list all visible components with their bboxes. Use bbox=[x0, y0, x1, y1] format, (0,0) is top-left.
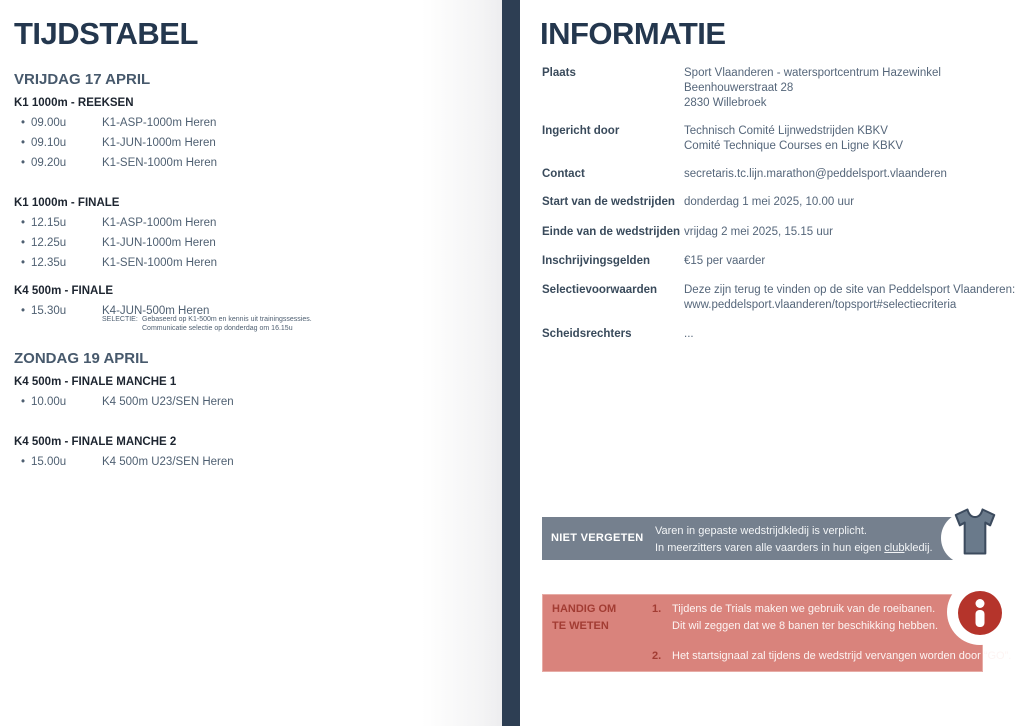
info-value-line: 2830 Willebroek bbox=[684, 97, 767, 109]
row-time: 09.20u bbox=[31, 157, 67, 169]
info-label: Plaats bbox=[542, 67, 576, 79]
row-time: 12.25u bbox=[31, 237, 67, 249]
row-label: K1-ASP-1000m Heren bbox=[102, 217, 217, 229]
row-time: 09.00u bbox=[31, 117, 67, 129]
item-number: 1. bbox=[652, 603, 662, 615]
info-label: Scheidsrechters bbox=[542, 328, 632, 340]
info-value-line: donderdag 1 mei 2025, 10.00 uur bbox=[684, 196, 855, 208]
row-label: K1-JUN-1000m Heren bbox=[102, 237, 216, 249]
selection-note-text bbox=[142, 316, 382, 333]
info-value-line: Comité Technique Courses en Ligne KBKV bbox=[684, 140, 904, 152]
row-time: 15.00u bbox=[31, 456, 67, 468]
schedule-row bbox=[14, 136, 492, 156]
event-title: K4 500m - FINALE MANCHE 2 bbox=[14, 436, 177, 448]
info-value-line: Sport Vlaanderen - watersportcentrum Hazewinkel bbox=[684, 67, 941, 79]
right-page bbox=[520, 0, 1024, 726]
info-value-line: ... bbox=[684, 328, 694, 340]
info-value bbox=[684, 254, 1024, 269]
info-label: Contact bbox=[542, 168, 585, 180]
info-value bbox=[684, 167, 1024, 182]
bullet-icon: • bbox=[21, 237, 26, 249]
row-label: K1-SEN-1000m Heren bbox=[102, 257, 218, 269]
row-time: 12.35u bbox=[31, 257, 67, 269]
schedule-row bbox=[14, 455, 492, 475]
info-value bbox=[684, 195, 1024, 210]
selection-criteria-url: www.peddelsport.vlaanderen/topsport#selectiecriteria bbox=[684, 299, 957, 311]
event-title: K1 1000m - REEKSEN bbox=[14, 97, 134, 109]
bullet-icon: • bbox=[21, 137, 26, 149]
page-divider-bar bbox=[502, 0, 520, 726]
bullet-icon: • bbox=[21, 396, 26, 408]
schedule-row bbox=[14, 156, 492, 176]
not-forget-callout bbox=[542, 517, 957, 560]
row-label: K1-JUN-1000m Heren bbox=[102, 137, 216, 149]
left-page bbox=[0, 0, 502, 726]
tshirt-icon bbox=[953, 505, 997, 558]
info-value-line: €15 per vaarder bbox=[684, 255, 766, 267]
schedule-row bbox=[14, 116, 492, 136]
info-label: Start van de wedstrijden bbox=[542, 196, 675, 208]
event-title: K4 500m - FINALE bbox=[14, 285, 114, 297]
day-heading: VRIJDAG 17 APRIL bbox=[14, 71, 151, 88]
club-underlined-word: club bbox=[884, 542, 905, 554]
contact-email: secretaris.tc.lijn.marathon@peddelsport.vlaanderen bbox=[684, 168, 947, 180]
info-label: Einde van de wedstrijden bbox=[542, 226, 681, 238]
day-section-sunday bbox=[14, 349, 492, 475]
bullet-icon: • bbox=[21, 117, 26, 129]
info-value bbox=[684, 225, 1024, 240]
bullet-icon: • bbox=[21, 305, 26, 317]
row-label: K4 500m U23/SEN Heren bbox=[102, 396, 234, 408]
not-forget-label: NIET VERGETEN bbox=[551, 532, 644, 544]
handy-callout bbox=[542, 594, 1012, 672]
item-text: Het startsignaal zal tijdens de wedstrijd vervangen worden door “GO”. bbox=[672, 650, 1012, 662]
event-title: K1 1000m - FINALE bbox=[14, 197, 120, 209]
row-time: 12.15u bbox=[31, 217, 67, 229]
row-label: K1-ASP-1000m Heren bbox=[102, 117, 217, 129]
schedule-row bbox=[14, 304, 492, 342]
day-section-friday bbox=[14, 70, 492, 342]
schedule-row bbox=[14, 216, 492, 236]
info-label: Ingericht door bbox=[542, 125, 620, 137]
info-icon bbox=[958, 591, 1002, 635]
not-forget-text bbox=[655, 523, 933, 557]
info-value bbox=[684, 124, 1024, 154]
info-value-line: Deze zijn terug te vinden op de site van Peddelsport Vlaanderen: bbox=[684, 284, 1016, 296]
timetable-title: TIJDSTABEL bbox=[14, 16, 198, 51]
schedule-row bbox=[14, 256, 492, 276]
bullet-icon: • bbox=[21, 456, 26, 468]
bullet-icon: • bbox=[21, 257, 26, 269]
item-number: 2. bbox=[652, 650, 662, 662]
info-value-line: Technisch Comité Lijnwedstrijden KBKV bbox=[684, 125, 888, 137]
bullet-icon: • bbox=[21, 157, 26, 169]
information-title: INFORMATIE bbox=[540, 16, 726, 51]
info-value bbox=[684, 327, 1024, 342]
bullet-icon: • bbox=[21, 217, 26, 229]
row-label: K4-JUN-500m Heren bbox=[102, 305, 210, 317]
not-forget-line: Varen in gepaste wedstrijdkledij is verplicht. bbox=[655, 525, 867, 537]
item-text: Tijdens de Trials maken we gebruik van de roeibanen. Dit wil zeggen dat we 8 banen ter beschikking hebben. bbox=[672, 603, 939, 632]
info-label: Inschrijvingsgelden bbox=[542, 255, 650, 267]
info-value bbox=[684, 66, 1024, 111]
not-forget-line: In meerzitters varen alle vaarders in hun eigen clubkledij. bbox=[655, 542, 933, 554]
row-time: 09.10u bbox=[31, 137, 67, 149]
row-time: 15.30u bbox=[31, 305, 67, 317]
row-label: K1-SEN-1000m Heren bbox=[102, 157, 218, 169]
schedule-row bbox=[14, 395, 492, 415]
handy-label: HANDIG OM TE WETEN bbox=[552, 603, 617, 632]
info-value-line: Beenhouwerstraat 28 bbox=[684, 82, 794, 94]
info-value bbox=[684, 283, 1024, 313]
info-value-line: vrijdag 2 mei 2025, 15.15 uur bbox=[684, 226, 833, 238]
row-time: 10.00u bbox=[31, 396, 67, 408]
day-heading: ZONDAG 19 APRIL bbox=[14, 350, 149, 367]
selection-note-label: SELECTIE: bbox=[102, 316, 138, 323]
info-label: Selectievoorwaarden bbox=[542, 284, 658, 296]
selection-note-line: Gebaseerd op K1-500m en kennis uit trainingssessies. bbox=[142, 316, 312, 323]
row-label: K4 500m U23/SEN Heren bbox=[102, 456, 234, 468]
event-title: K4 500m - FINALE MANCHE 1 bbox=[14, 376, 177, 388]
selection-note-line: Communicatie selectie op donderdag om 16.15u bbox=[142, 324, 293, 332]
schedule-row bbox=[14, 236, 492, 256]
